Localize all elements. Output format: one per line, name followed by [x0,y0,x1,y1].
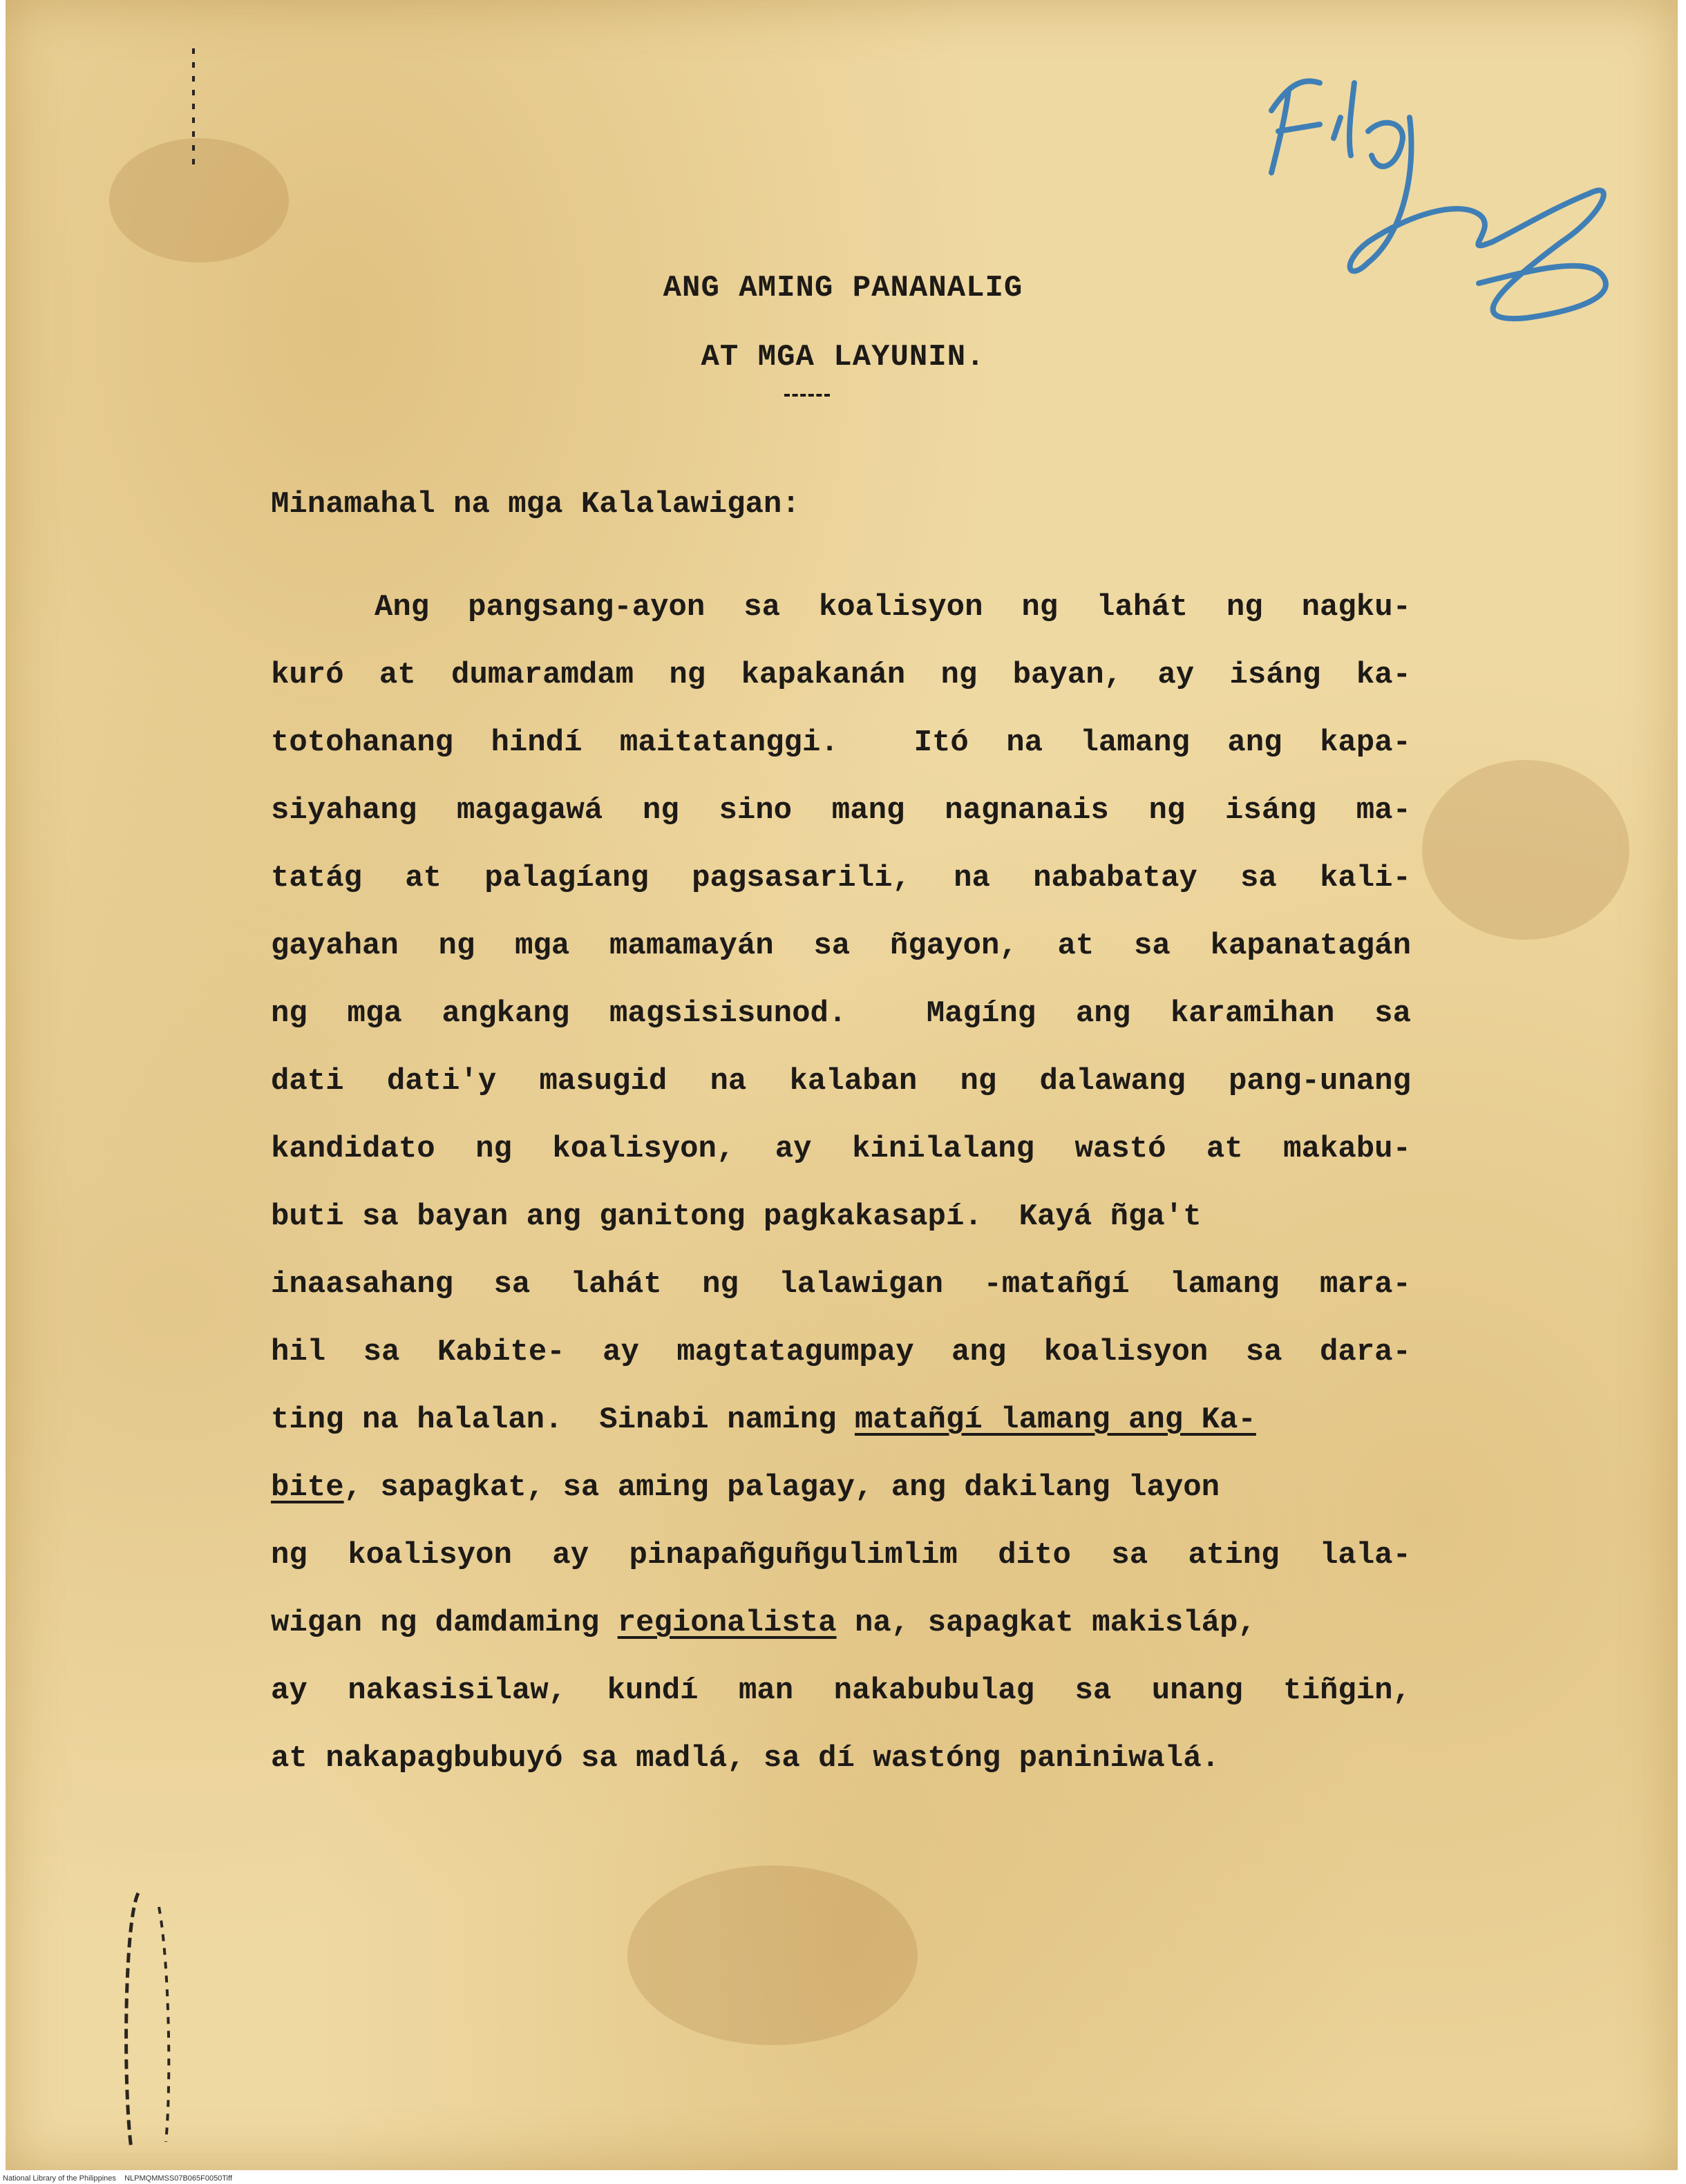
paragraph-line: gayahan ng mga mamamayán sa ñgayon, at sa kapanatagán [271,929,1411,963]
salutation: Minamahal na mga Kalalawigan: [271,487,800,522]
line-text: ting na halalan. Sinabi naming [271,1403,855,1437]
file-code: NLPMQMMSS07B065F0050Tiff [124,2174,233,2183]
paragraph-line: ng koalisyon ay pinapañguñgulimlim dito sa ating lala- [271,1538,1411,1573]
archive-footer [0,2173,1686,2184]
body-paragraph [271,573,1411,1792]
paragraph-line: hil sa Kabite- ay magtatagumpay ang koalisyon sa dara- [271,1335,1411,1369]
paragraph-line: ng mga angkang magsisisunod. Magíng ang karamihan sa [271,996,1411,1031]
paragraph-line: dati dati'y masugid na kalaban ng dalawang pang-unang [271,1064,1411,1099]
paragraph-line: kuró at dumaramdam ng kapakanán ng bayan, ay isáng ka- [271,658,1411,692]
archive-label: National Library of the Philippines [3,2174,116,2183]
paragraph-line: siyahang magagawá ng sino mang nagnanais ng isáng ma- [271,793,1411,828]
paragraph-line: buti sa bayan ang ganitong pagkakasapí. Kayá ñga't [271,1199,1202,1234]
line-text: , sapagkat, sa aming palagay, ang dakilang layon [343,1470,1220,1505]
underlined-phrase: bite [271,1470,344,1505]
title-divider [784,394,830,401]
paragraph-line-with-underline [271,1589,1411,1657]
paragraph-line-with-underline [271,1454,1411,1521]
paragraph-line: kandidato ng koalisyon, ay kinilalang wastó at makabu- [271,1132,1411,1166]
paragraph-line: inaasahang sa lahát ng lalawigan -matañgí lamang mara- [271,1267,1411,1302]
binding-holes-mark [180,41,207,180]
paragraph-line: tatág at palagíang pagsasarili, na nababatay sa kali- [271,861,1411,895]
paragraph-line-with-underline [271,1386,1411,1454]
paragraph-line: Ang pangsang-ayon sa koalisyon ng lahát ng nagku- [375,590,1411,625]
line-text: na, sapagkat makisláp, [836,1606,1256,1640]
binding-clip-mark [111,1879,180,2156]
title-line-1: ANG AMING PANANALIG [663,271,1023,305]
paper-stain [1422,760,1629,940]
paragraph-line: ay nakasisilaw, kundí man nakabubulag sa unang tiñgin, [271,1673,1411,1708]
line-text: wigan ng damdaming [271,1606,618,1640]
paper-stain [627,1865,918,2045]
handwritten-note-text: Fily [1285,98,1297,106]
paragraph-line: at nakapagbubuyó sa madlá, sa dí wastóng paniniwalá. [271,1741,1220,1776]
title-line-2: AT MGA LAYUNIN. [701,340,985,374]
paragraph-line: totohanang hindí maitatanggi. Itó na lamang ang kapa- [271,725,1411,760]
underlined-phrase: matañgí lamang ang Ka- [854,1403,1256,1437]
underlined-phrase: regionalista [617,1606,837,1640]
